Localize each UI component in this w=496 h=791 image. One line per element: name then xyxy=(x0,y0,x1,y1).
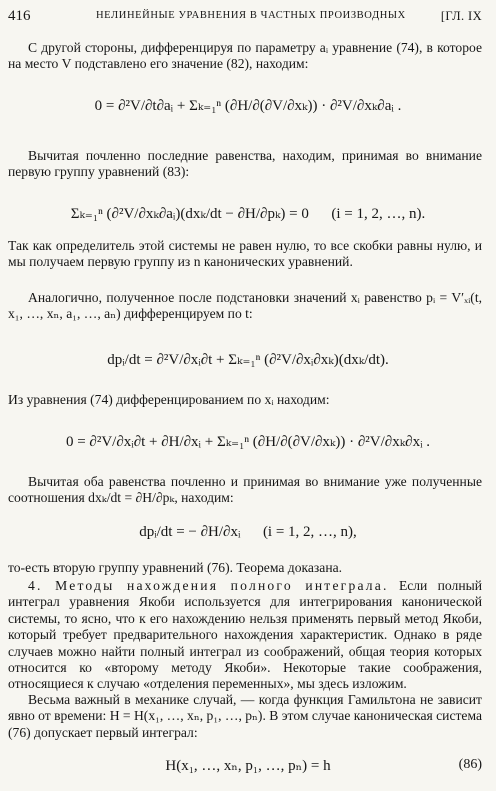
chapter-label: [ГЛ. IX xyxy=(440,9,482,23)
paragraph-5: Из уравнения (74) дифференцированием по xᵢ находим: xyxy=(8,392,330,407)
equation-6-number: (86) xyxy=(458,757,482,772)
equation-2-condition: (i = 1, 2, …, n). xyxy=(331,206,426,222)
paragraph-2: Вычитая почленно последние равенства, находим, принимая во внимание первую группу уравнений (83): xyxy=(8,148,482,180)
page-number: 416 xyxy=(8,8,31,24)
equation-5-condition: (i = 1, 2, …, n), xyxy=(262,524,357,540)
paragraph-9: Весьма важный в механике случай, — когда функция Гамильтона не зависит явно от времени: H = H(x₁, …, xₙ, p₁, …, pₙ). В этом случае каноническая система (76) допускает первый интеграл: xyxy=(8,692,483,740)
page-header xyxy=(8,8,482,28)
equation-2: Σₖ₌₁ⁿ (∂²V/∂xₖ∂aᵢ)(dxₖ/dt − ∂H/∂pₖ) = 0 xyxy=(70,206,309,222)
paragraph-6-relation: dxₖ/dt = ∂H/∂pₖ, находим: xyxy=(88,490,234,506)
paragraph-8-text: Если полный интеграл уравнения Якоби используется для интегрирования канонической системы, то ясно, что к его нахождению нельзя применять первый метод Якоби, который требует предварительного нахождения характеристик. Однако в ряде случаев можно найти полный интеграл из соображений, общая теория которых относится ко «второму методу Якоби». Некоторые такие соображения, относящиеся к случаю «отделения переменных», мы здесь изложим. xyxy=(8,578,482,692)
equation-5-row xyxy=(0,524,496,541)
section-heading: 4. Методы нахождения полного интеграла. xyxy=(28,578,389,593)
paragraph-3: Так как определитель этой системы не равен нулю, то все скобки равны нулю, и мы получаем первую группу из n канонических уравнений. xyxy=(8,238,482,270)
equation-2-row xyxy=(0,204,496,223)
paragraph-7: то-есть вторую группу уравнений (76). Теорема доказана. xyxy=(8,560,343,575)
paragraph-4: Аналогично, полученное после подстановки значений xᵢ равенство pᵢ = V′ₓᵢ(t, x₁, …, xₙ, a₁, …, aₙ) дифференцируем по t: xyxy=(8,290,482,322)
paragraph-6 xyxy=(8,474,482,507)
equation-4: 0 = ∂²V/∂xᵢ∂t + ∂H/∂xᵢ + Σₖ₌₁ⁿ (∂H/∂(∂V/∂xₖ)) · ∂²V/∂xₖ∂xᵢ . xyxy=(65,434,431,450)
running-title: НЕЛИНЕЙНЫЕ УРАВНЕНИЯ В ЧАСТНЫХ ПРОИЗВОДНЫХ xyxy=(96,10,406,21)
paragraph-1: С другой стороны, дифференцируя по параметру aᵢ уравнение (74), в которое на место V подставлено его значение (82), находим: xyxy=(8,40,482,72)
paragraph-6-text: Вычитая оба равенства почленно и принимая во внимание уже полученные соотношения xyxy=(8,474,482,506)
equation-6: H(x₁, …, xₙ, p₁, …, pₙ) = h xyxy=(165,758,331,774)
equation-3: dpᵢ/dt = ∂²V/∂xᵢ∂t + Σₖ₌₁ⁿ (∂²V/∂xᵢ∂xₖ)(dxₖ/dt). xyxy=(107,352,389,368)
equation-5: dpᵢ/dt = − ∂H/∂xᵢ xyxy=(139,524,241,540)
paragraph-8 xyxy=(8,578,482,693)
equation-1: 0 = ∂²V/∂t∂aᵢ + Σₖ₌₁ⁿ (∂H/∂(∂V/∂xₖ)) · ∂²V/∂xₖ∂aᵢ . xyxy=(94,98,402,114)
